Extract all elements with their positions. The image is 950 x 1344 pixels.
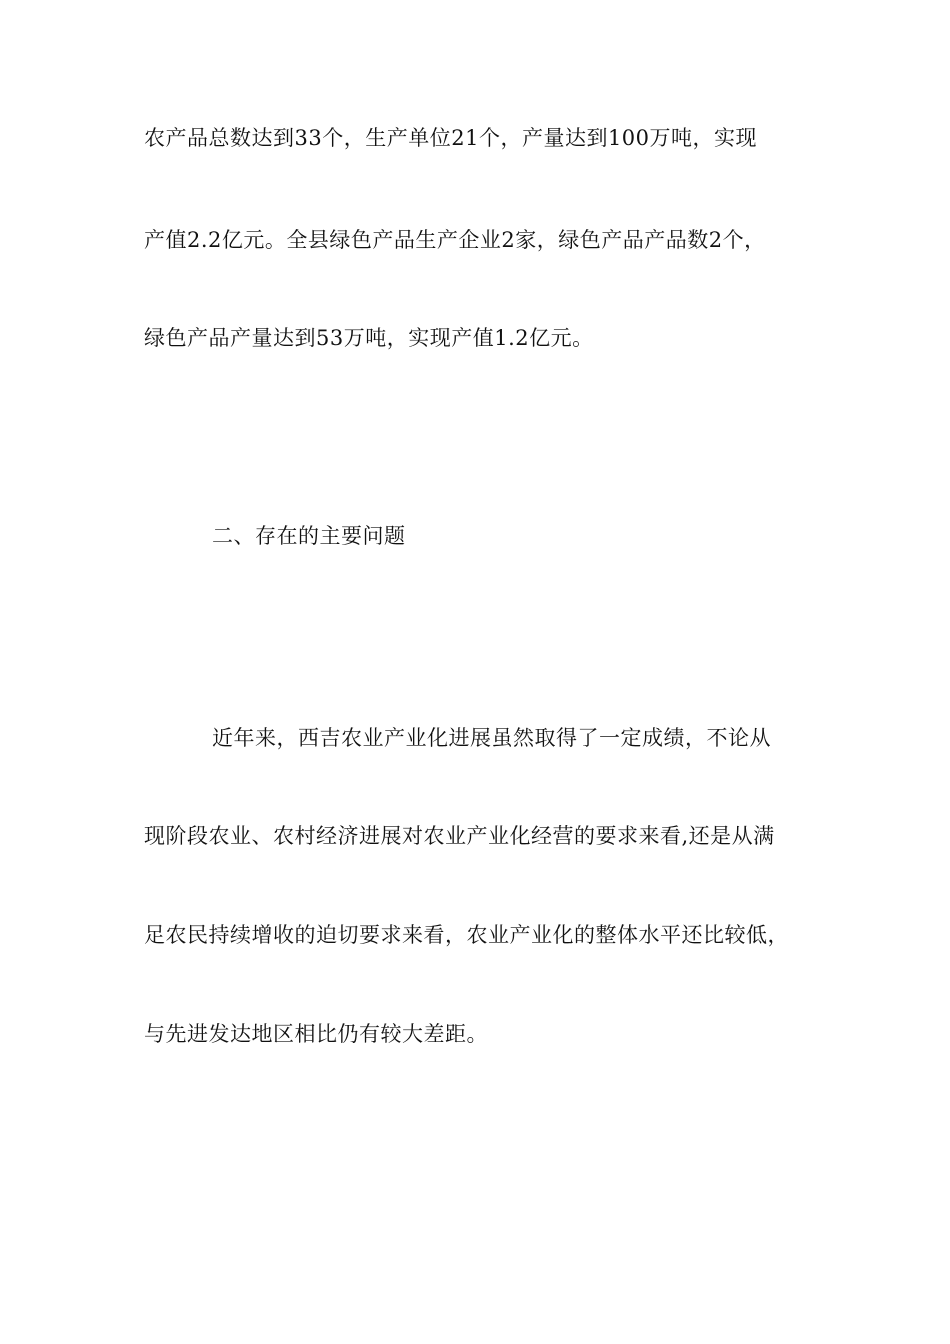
paragraph-line: 足农民持续增收的迫切要求来看，农业产业化的整体水平还比较低， — [144, 923, 789, 947]
paragraph-line: 农产品总数达到33个，生产单位21个，产量达到100万吨，实现 — [144, 126, 758, 150]
section-heading: 二、存在的主要问题 — [212, 524, 406, 548]
paragraph-line: 绿色产品产量达到53万吨，实现产值1.2亿元。 — [144, 326, 594, 350]
paragraph-line: 与先进发达地区相比仍有较大差距。 — [144, 1022, 488, 1046]
paragraph-line: 近年来，西吉农业产业化进展虽然取得了一定成绩，不论从 — [212, 726, 771, 750]
paragraph-line: 现阶段农业、农村经济进展对农业产业化经营的要求来看,还是从满 — [144, 824, 775, 848]
paragraph-line: 产值2.2亿元。全县绿色产品生产企业2家，绿色产品产品数2个， — [144, 228, 766, 252]
